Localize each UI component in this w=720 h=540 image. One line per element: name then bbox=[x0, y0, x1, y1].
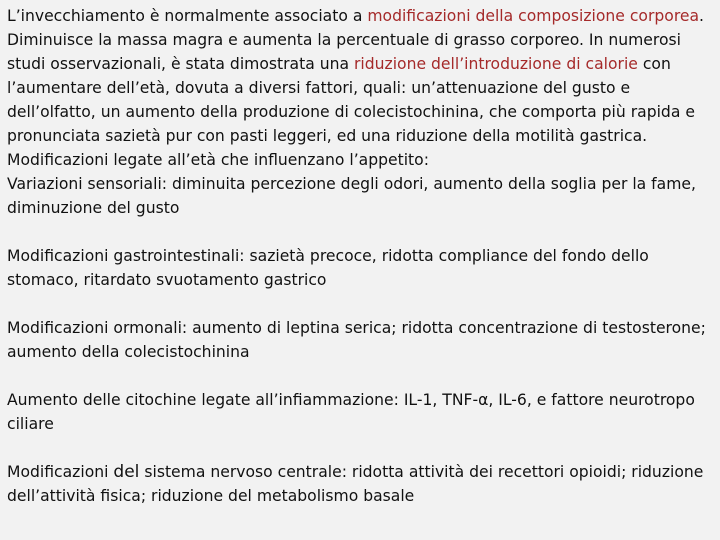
intro-text-1: L’invecchiamento è normalmente associato a bbox=[7, 7, 368, 25]
sensory-changes: Variazioni sensoriali: diminuita percezione degli odori, aumento della soglia per la fame, diminuzione del gusto bbox=[7, 175, 696, 217]
appetite-heading: Modificazioni legate all’età che influenzano l’appetito: bbox=[7, 151, 429, 169]
intro-paragraph bbox=[7, 4, 710, 148]
nervous-system-changes bbox=[7, 460, 710, 508]
gastrointestinal-changes: Modificazioni gastrointestinali: sazietà precoce, ridotta compliance del fondo dello stomaco, ritardato svuotamento gastrico bbox=[7, 247, 649, 289]
nervous-text-1: Modificazioni bbox=[7, 463, 114, 481]
intro-text-3: con l’aumentare dell’età, dovuta a diversi fattori, quali: un’attenuazione del gusto e dell’olfatto, un aumento della produzione di colecistochinina, che comporta più rapida e pronunciata sazietà pur con pasti leggeri, ed una riduzione della motilità gastrica. bbox=[7, 55, 695, 145]
highlight-body-composition: modificazioni della composizione corporea bbox=[367, 7, 700, 25]
cytokine-changes: Aumento delle citochine legate all’infiammazione: IL-1, TNF-α, IL-6, e fattore neurotropo ciliare bbox=[7, 391, 695, 433]
nervous-text-big: del bbox=[113, 462, 140, 482]
nervous-text-2: sistema nervoso centrale: ridotta attività dei recettori opioidi; riduzione dell’attività fisica; riduzione del metabolismo basale bbox=[7, 463, 704, 505]
spacer bbox=[7, 292, 710, 316]
spacer bbox=[7, 436, 710, 460]
hormonal-changes: Modificazioni ormonali: aumento di leptina serica; ridotta concentrazione di testosterone; aumento della colecistochinina bbox=[7, 319, 706, 361]
spacer bbox=[7, 220, 710, 244]
highlight-calorie-reduction: riduzione dell’introduzione di calorie bbox=[354, 55, 638, 73]
intro-text-2: . Diminuisce la massa magra e aumenta la percentuale di grasso corporeo. In numerosi studi osservazionali, è stata dimostrata una bbox=[7, 7, 704, 73]
spacer bbox=[7, 364, 710, 388]
